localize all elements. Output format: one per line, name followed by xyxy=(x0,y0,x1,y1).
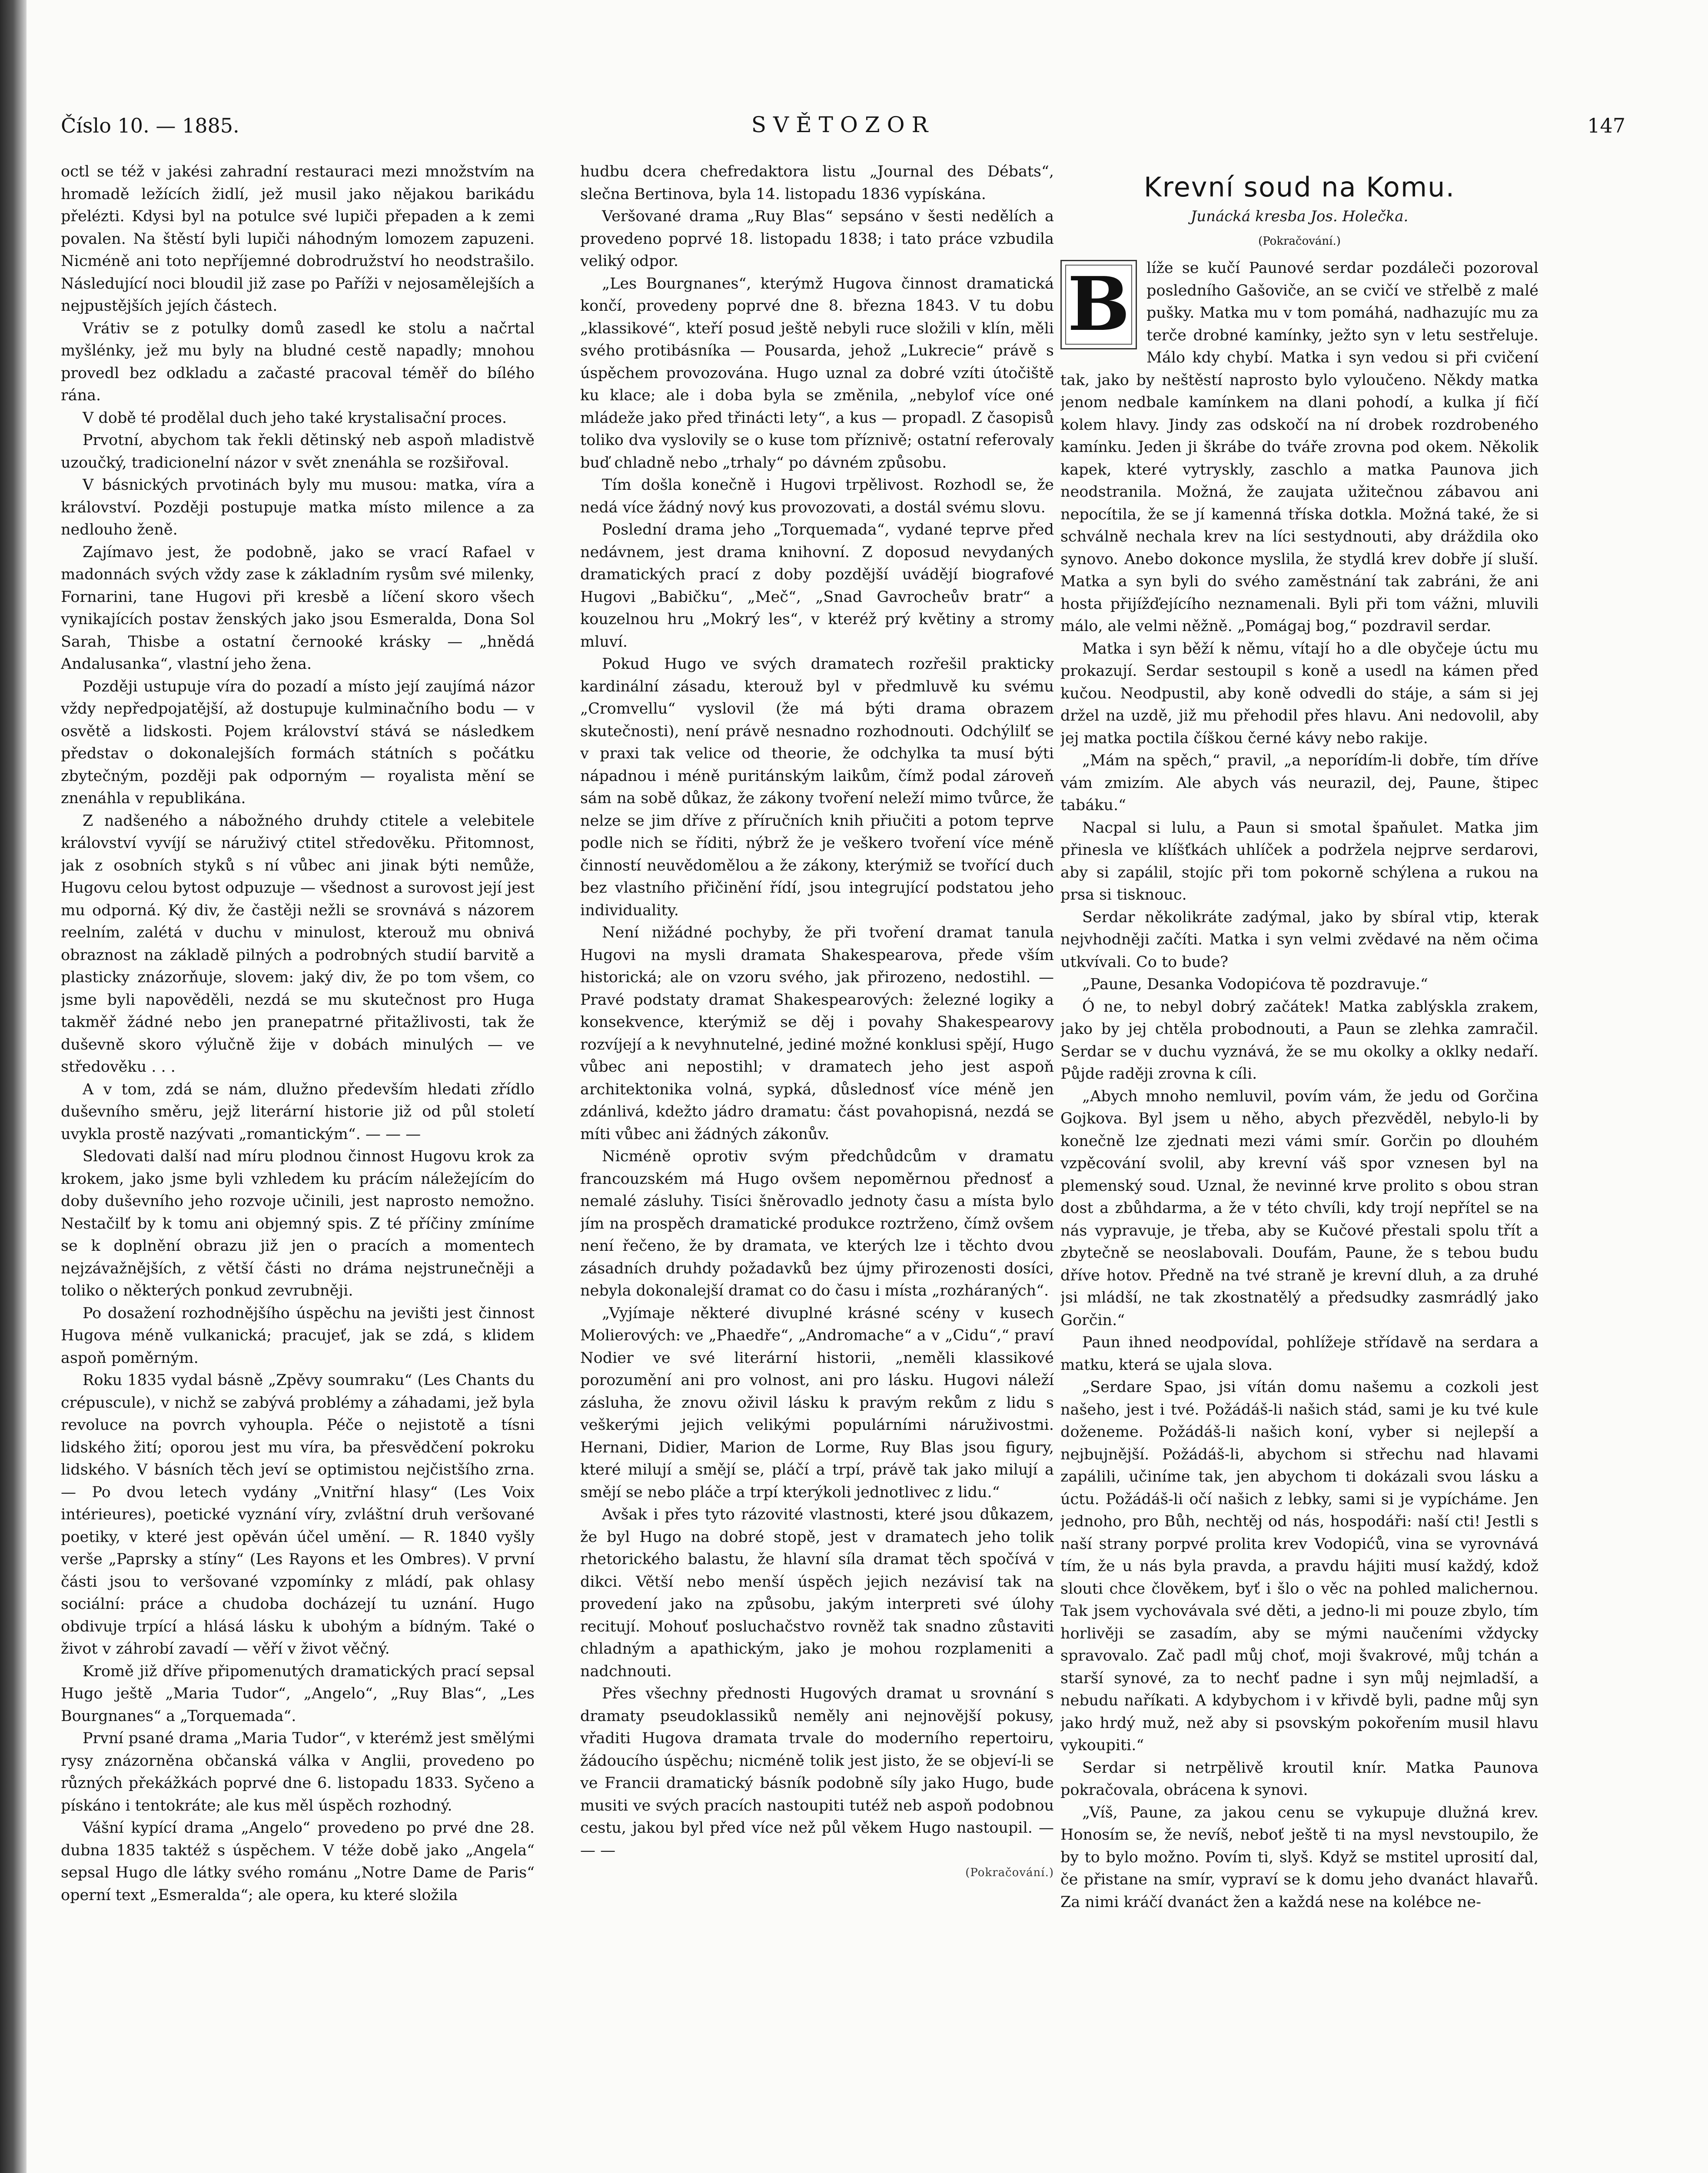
paragraph: octl se též v jakési zahradní restauraci mezi množstvím na hromadě ležících židlí, jež musil jako nějakou barikádu přelézti. Kdysi byl na potulce své lupiči přepaden a k zemi povalen. Na štěstí byli lupiči náhodným lomozem zapuzeni. Nicméně ani toto nepříjemné dobrodružství ho neodstrašilo. Následující noci bloudil již zase po Paříži v nejosamělejších a nejpustějších jejích částech. xyxy=(61,163,535,315)
dropcap-letter: B xyxy=(1067,261,1130,348)
paragraph: „Les Bourgnanes“, kterýmž Hugova činnost dramatická končí, provedeny poprvé dne 8. března 1843. V tu dobu „klassikové“, kteří posud ještě nebyli ruce složili v klín, měli svého protibásníka — Pousarda, jehož „Lukrecie“ právě s úspěchem provozována. Hugo uznal za dobré vzíti útočiště ku klace; ale i doba byla se změnila, „nebylof více oné mládeže jako před třinácti lety“, a kus — propadl. Z časopisů toliko dva vyslovily se o kuse tom příznivě; ostatní referovaly buď chladně nebo „trhaly“ po dávném způsobu. xyxy=(580,275,1054,472)
paragraph: A v tom, zdá se nám, dlužno především hledati zřídlo duševního směru, jejž literární historie již od půl století uvykla prostě nazývati „romantickým“. — — — xyxy=(61,1080,535,1143)
dropcap-ornament xyxy=(1060,260,1137,349)
paragraph: Roku 1835 vydal básně „Zpěvy soumraku“ (Les Chants du crépuscule), v nichž se zabývá problémy a záhadami, jež byla revoluce na povrch vyhoupla. Péče o nejistotě a tísni lidského žití; oporou jest mu víra, ba přesvědčení pokroku lidského. V básních těch jeví se optimistou nejčistšího zrna. — Po dvou letech vydány „Vnitřní hlasy“ (Les Voix intérieures), poetické vyznání víry, zvláštní druh veršované poetiky, v které jest opěván účel umění. — R. 1840 vyšly verše „Paprsky a stíny“ (Les Rayons et les Ombres). V první části jsou to veršované vzpomínky z mládí, pak ohlasy sociální: práce a chudoba docházejí tu uznání. Hugo obdivuje trpící a hlásá lásku k ubohým a bídným. Také o život v záhrobí zavadí — věří v život věčný. xyxy=(61,1372,535,1658)
paragraph: Nicméně oprotiv svým předchůdcům v dramatu francouzském má Hugo ovšem nepoměrnou přednosť a nemalé zásluhy. Tisíci šněrovadlo jednoty času a místa bylo jím na prospěch dramatické produkce roztrženo, čímž ovšem není řečeno, že by dramata, ve kterých lze i těchto dvou zásadních druhdy požadavků bez újmy přirozenosti dosíci, nebyla dokonalejší dramat co do času i místa „rozháraných“. xyxy=(580,1148,1054,1299)
paragraph: hudbu dcera chefredaktora listu „Journal des Débats“, slečna Bertinova, byla 14. listopadu 1836 vypískána. xyxy=(580,163,1054,203)
opening-paragraph xyxy=(1060,257,1539,638)
paragraph: Serdar několikráte zadýmal, jako by sbíral vtip, kterak nejvhodněji začíti. Matka i syn velmi zvědavé na něm očima utkvívali. Co to bude? xyxy=(1060,908,1539,971)
paragraph: Ó ne, to nebyl dobrý začátek! Matka zablýskla zrakem, jako by jej chtěla probodnouti, a Paun se zlehka zamračil. Serdar se v duchu vyznává, že se mu okolky a oklky nedaří. Půjde raději zrovna k cíli. xyxy=(1060,998,1539,1083)
issue-number: Číslo 10. — 1885. xyxy=(61,114,239,137)
paragraph: Avšak i přes tyto rázovité vlastnosti, které jsou důkazem, že byl Hugo na dobré stopě, jest v dramatech jeho tolik rhetorického balastu, že hlavní síla dramat těch spočívá v dikci. Větší nebo menší úspěch jejich nezávisí tak na provedení jako na způsobu, jakým interpreti své úlohy recitují. Mohouť posluchačstvo rovněž tak snadno zůstaviti chladným a apathickým, jako je mohou rozplameniti a nadchnouti. xyxy=(580,1506,1054,1680)
continued-note: (Pokračování.) xyxy=(965,1866,1054,1879)
paragraph: Zajímavo jest, že podobně, jako se vrací Rafael v madonnách svých vždy zase k základním rysům své milenky, Fornarini, tane Hugovi při kresbě a líčení skoro všech vynikajících postav ženských jako jsou Esmeralda, Dona Sol Sarah, Thisbe a ostatní černooké krásky — „hnědá Andalusanka“, vlastní jeho žena. xyxy=(61,543,535,673)
paragraph: Veršované drama „Ruy Blas“ sepsáno v šesti nedělích a provedeno poprvé 18. listopadu 1838; i tato práce vzbudila veliký odpor. xyxy=(580,208,1054,270)
page-number: 147 xyxy=(1587,114,1625,137)
article-subtitle: Junácká kresba Jos. Holečka. xyxy=(1190,208,1409,225)
paragraph: Prvotní, abychom tak řekli dětinský neb aspoň mladistvě uzoučký, tradicionelní názor v svět znenáhla se rozšiřoval. xyxy=(61,432,535,472)
paragraph: „Víš, Paune, za jakou cenu se vykupuje dlužná krev. Honosím se, že nevíš, neboť ještě ti na mysl nevstoupilo, že by to bylo možno. Povím ti, slyš. Když se mstitel uprosití dal, če přistane na smír, vypraví se k domu jeho dvanáct hlavařů. Za nimi kráčí dvanáct žen a každá nese na kolébce ne- xyxy=(1060,1804,1539,1911)
paragraph: Po dosažení rozhodnějšího úspěchu na jevišti jest činnost Hugova méně vulkanická; pracujeť, jak se zdá, s klidem aspoň poměrným. xyxy=(61,1304,535,1367)
column-3 xyxy=(1060,169,1539,2173)
paragraph: Přes všechny přednosti Hugových dramat u srovnání s dramaty pseudoklassiků neměly ani nejnovější pokusy, vřaditi Hugova dramata trvale do moderního repertoiru, žádoucího úspěchu; nicméně tolik jest jisto, že se objeví-li se ve Francii dramatický básník podobně síly jako Hugo, bude musiti ve svých pracích nastoupiti tutéž neb aspoň podobnou cestu, jakou byl před více než půl věkem Hugo nastoupil. — — — xyxy=(580,1685,1054,1859)
paragraph: Pokud Hugo ve svých dramatech rozřešil prakticky kardinální zásadu, kterouž byl v předmluvě ku svému „Cromvellu“ vyslovil (že má býti drama obrazem skutečnosti), není právě nesnadno rozhodnouti. Odchýlilť se v praxi tak velice od theorie, že odchylka ta musí býti nápadnou i méně puritánským laikům, čímž podal zároveň sám na sobě důkaz, že zákony tvoření neleží mimo tvůrce, že nelze se jim dříve z příručních knih přiučiti a potom teprve podle nich se říditi, nýbrž že je veškero tvoření více méně činností neuvědomělou a že zákony, kterýmiž se tvořící duch bez vlastního přičinění řídí, jsou integrující podstatou jeho individuality. xyxy=(580,655,1054,919)
paragraph: V básnických prvotinách byly mu musou: matka, víra a království. Později postupuje matka místo milence a za nedlouho ženě. xyxy=(61,476,535,538)
paragraph: Serdar si netrpělivě kroutil knír. Matka Paunova pokračovala, obrácena k synovi. xyxy=(1060,1759,1539,1799)
paragraph: Vášní kypící drama „Angelo“ provedeno po prvé dne 28. dubna 1835 taktéž s úspěchem. V téže době jako „Angela“ sepsal Hugo dle látky svého románu „Notre Dame de Paris“ operní text „Esmeralda“; ale opera, ku které složila xyxy=(61,1819,535,1904)
paragraph: „Serdare Spao, jsi vítán domu našemu a cozkoli jest našeho, jest i tvé. Požádáš-li našich stád, sami je ku tvé kule doženeme. Požádáš-li našich koní, vyber si nejlepší a nejbujnější. Požádáš-li, abychom si střechu nad hlavami zapálili, učiníme tak, jen abychom ti dokázali svou lásku a úctu. Požádáš-li očí našich z lebky, sami si je vypícháme. Jen jednoho, pro Bůh, nechtěj od nás, hospodáři: naší cti! Jestli s naší strany porpvé prolita krev Vodopićů, vina se vyrovnává tím, že u nás byla pravda, a pravdu hájiti musí každý, kdož slouti chce člověkem, byť i šlo o věc na pohled malichernou. Tak jsem vychovávala své děti, a jedno-li mi pouze zbylo, tím horlivěji se zasadím, aby se mými naučeními vždycky spravovalo. Zač padl můj choť, moji švakrové, můj tchán a starší synové, za to nechť padne i syn můj nejmladší, a nebudu naříkati. A kdybychom i v křivdě byli, padne můj syn jako hrdý muž, než aby si psovským pokořením musil hlavu vykoupiti.“ xyxy=(1060,1379,1539,1754)
paragraph: Sledovati další nad míru plodnou činnost Hugovu krok za krokem, jako jsme byli vzhledem ku prácím náležejícím do doby duševního jeho rozvoje učinili, jest naprosto nemožno. Nestačilť by k tomu ani objemný spis. Z té příčiny zmíníme se k doplnění obrazu již jen o pracích a momentech nejzávažnějších, z větší části no dráma nejstrunečněji a toliko o některých ponkud zevrubněji. xyxy=(61,1148,535,1299)
paragraph: „Paune, Desanka Vodopićova tě pozdravuje.“ xyxy=(1082,976,1428,993)
paragraph: První psané drama „Maria Tudor“, v kterémž jest smělými rysy znázorněna občanská válka v Anglii, provedeno po různých překážkách poprvé dne 6. listopadu 1833. Syčeno a pískáno i tentokráte; ale kus měl úspěch rozhodný. xyxy=(61,1730,535,1814)
column-1 xyxy=(61,161,535,2173)
paragraph: Poslední drama jeho „Torquemada“, vydané teprve před nedávnem, jest drama knihovní. Z doposud nevydaných dramatických prací z doby pozdější uvádějí biografové Hugovi „Babičku“, „Meč“, „Snad Gavrocheův bratr“ a kouzelnou hru „Mokrý les“, v kteréž prý květiny a stromy mluví. xyxy=(580,521,1054,651)
page-binding-shadow xyxy=(0,0,27,2173)
column-2 xyxy=(580,161,1054,2173)
paragraph: Paun ihned neodpovídal, pohlížeje střídavě na serdara a matku, která se ujala slova. xyxy=(1060,1334,1539,1374)
paragraph: Vrátiv se z potulky domů zasedl ke stolu a načrtal myšlénky, jež mu byly na bludné cestě napadly; mnohou provedl bez odkladu a začasté pracoval téměř do bílého rána. xyxy=(61,319,535,404)
paragraph: Nacpal si lulu, a Paun si smotal špaňulet. Matka jim přinesla ve klíšťkách uhlíček a podržela nejprve serdarovi, aby si zapálil, stojíc při tom pokorně schýlena a rukou na prsa si tisknouc. xyxy=(1060,819,1539,904)
paragraph: „Mám na spěch,“ pravil, „a neporídím-li dobře, tím dříve vám zmizím. Ale abych vás neurazil, dej, Paune, štipec tabáku.“ xyxy=(1060,752,1539,814)
article-title: Krevní soud na Komu. xyxy=(1143,171,1455,203)
paragraph: „Vyjímaje některé divuplné krásné scény v kusech Molierových: ve „Phaedře“, „Andromache“ a v „Cidu“,“ praví Nodier ve své literární historii, „neměli klassikové porozumění ani pro volnost, ani pro lásku. Hugovi náleží zásluha, že znovu oživil lásku k pravým rekům z lidu s veškerými jejich velikými populárními náruživostmi. Hernani, Didier, Marion de Lorme, Ruy Blas jsou figury, které milují a smějí se, pláčí a trpí, právě tak jako milují a smějí se nebo pláče a trpí kterýkoli jednotlivec z lidu.“ xyxy=(580,1304,1054,1501)
paragraph: Kromě již dříve připomenutých dramatických prací sepsal Hugo ještě „Maria Tudor“, „Angelo“, „Ruy Blas“, „Les Bourgnanes“ a „Torquemada“. xyxy=(61,1662,535,1725)
paragraph: V době té prodělal duch jeho také krystalisační proces. xyxy=(83,409,507,427)
article-continued-note: (Pokračování.) xyxy=(1258,235,1341,248)
paragraph: Tím došla konečně i Hugovi trpělivost. Rozhodl se, že nedá více žádný nový kus provozovati, a dostál svému slovu. xyxy=(580,476,1054,516)
journal-title: SVĚTOZOR xyxy=(751,112,935,137)
paragraph: Matka i syn běží k němu, vítají ho a dle obyčeje úctu mu prokazují. Serdar sestoupil s koně a usedl na kámen před kučou. Neodpustil, aby koně odvedli do stáje, a sám si jej držel na uzdě, již mu přehodil přes hlavu. Ani nedovolil, aby jej matka poctila číškou černé kávy nebo rakije. xyxy=(1060,640,1539,747)
page-header xyxy=(61,104,1625,148)
paragraph: „Abych mnoho nemluvil, povím vám, že jedu od Gorčina Gojkova. Byl jsem u něho, abych přezvěděl, nebylo-li by konečně lze zjednati mezi vámi smír. Gorčin po dlouhém vzpěcování svolil, aby krevní váš spor vznesen byl na plemenský soud. Uznal, že nevinné krve prolito s obou stran dost a zbůhdarma, a že v této chvíli, kdy trojí nepřítel se na nás vypravuje, je třeba, aby se Kučové přestali spolu třít a zbytečně se neoslabovali. Doufám, Paune, že s tebou budu dříve hotov. Předně na tvé straně je krevní dluh, a za druhé jsi mládší, ne tak zkostnatělý a předsudky zasmrádlý jako Gorčin.“ xyxy=(1060,1087,1539,1329)
paragraph: Později ustupuje víra do pozadí a místo její zaujímá názor vždy nepředpojatější, až dostupuje kulminačního bodu — v osvětě a lidskosti. Pojem království stává se následkem představ o dokonalejších formách státních s počátku zbytečným, později pak odporným — royalista mění se znenáhla v republikána. xyxy=(61,678,535,807)
paragraph: Není nižádné pochyby, že při tvoření dramat tanula Hugovi na mysli dramata Shakespearova, přede vším historická; ale on vzoru svého, jak přirozeno, nedostihl. — Pravé podstaty dramat Shakespearových: železné logiky a konsekvence, kterýmiž se děj i povahy Shakespearovy rozvíjejí a k nevyhnutelné, jediné možné konklusi spějí, Hugo vůbec ani nepostihl; v dramatech jeho jest aspoň architektonika volná, sypká, důslednosť více méně jen zdánlivá, kdežto jádro dramatu: část povahopisná, nezdá se míti vůbec ani žádných zákonův. xyxy=(580,924,1054,1143)
opening-text: líže se kučí Paunové serdar pozdáleči pozoroval posledního Gašoviče, an se cvičí ve střelbě z malé pušky. Matka mu v tom pomáhá, nadhazujíc mu za terče drobné kamínky, ježto syn v letu sestřeluje. Málo kdy chybí. Matka i syn vedou si při cvičení tak, jako by neštěstí naprosto bylo vyloučeno. Někdy matka jenom nedbale kamínkem na dlani pohodí, a kulka jí fičí kolem hlavy. Jindy zas odskočí na ní drobek rozdrobeného kamínku. Jeden ji škrábe do tváře zrovna pod okem. Několik kapek, které vytryskly, zaschlo a matka Paunova jich neodstranila. Možná, že zaujata užitečnou zábavou ani nepocítila, že se jí kamenná tříska dotkla. Možná také, že si schválně nechala krev na líci sestydnouti, aby dráždila oko synovo. Anebo dokonce myslila, že stydlá krev dobře jí sluší. Matka a syn byli do svého zaměstnání tak zabráni, že ani hosta přijížďejícího neznamenali. Byli při tom vážni, mluvili málo, ale velmi něžně. „Pomágaj bog,“ pozdravil serdar. xyxy=(1060,259,1539,635)
paragraph: Z nadšeného a nábožného druhdy ctitele a velebitele království vyvíjí se náruživý ctitel středověku. Přitomnost, jak z osobních styků s ní vůbec ani jinak býti nemůže, Hugovu celou bytost odpuzuje — všednost a surovost její jest mu odporná. Ký div, že častěji nežli se srovnává s názorem reelním, zalétá v duchu v minulost, kterouž mu obnivá obraznost na základě pilných a podrobných studií barvitě a plasticky znázorňuje, slovem: jaký div, že po tom všem, co jsme byli napověděli, nezdá se mu skutečnost pro Huga takměř žádné nebo jen pranepatrné přitažlivosti, tak že duševně skoro výlučně žije v dobách minulých — ve středověku . . . xyxy=(61,812,535,1076)
